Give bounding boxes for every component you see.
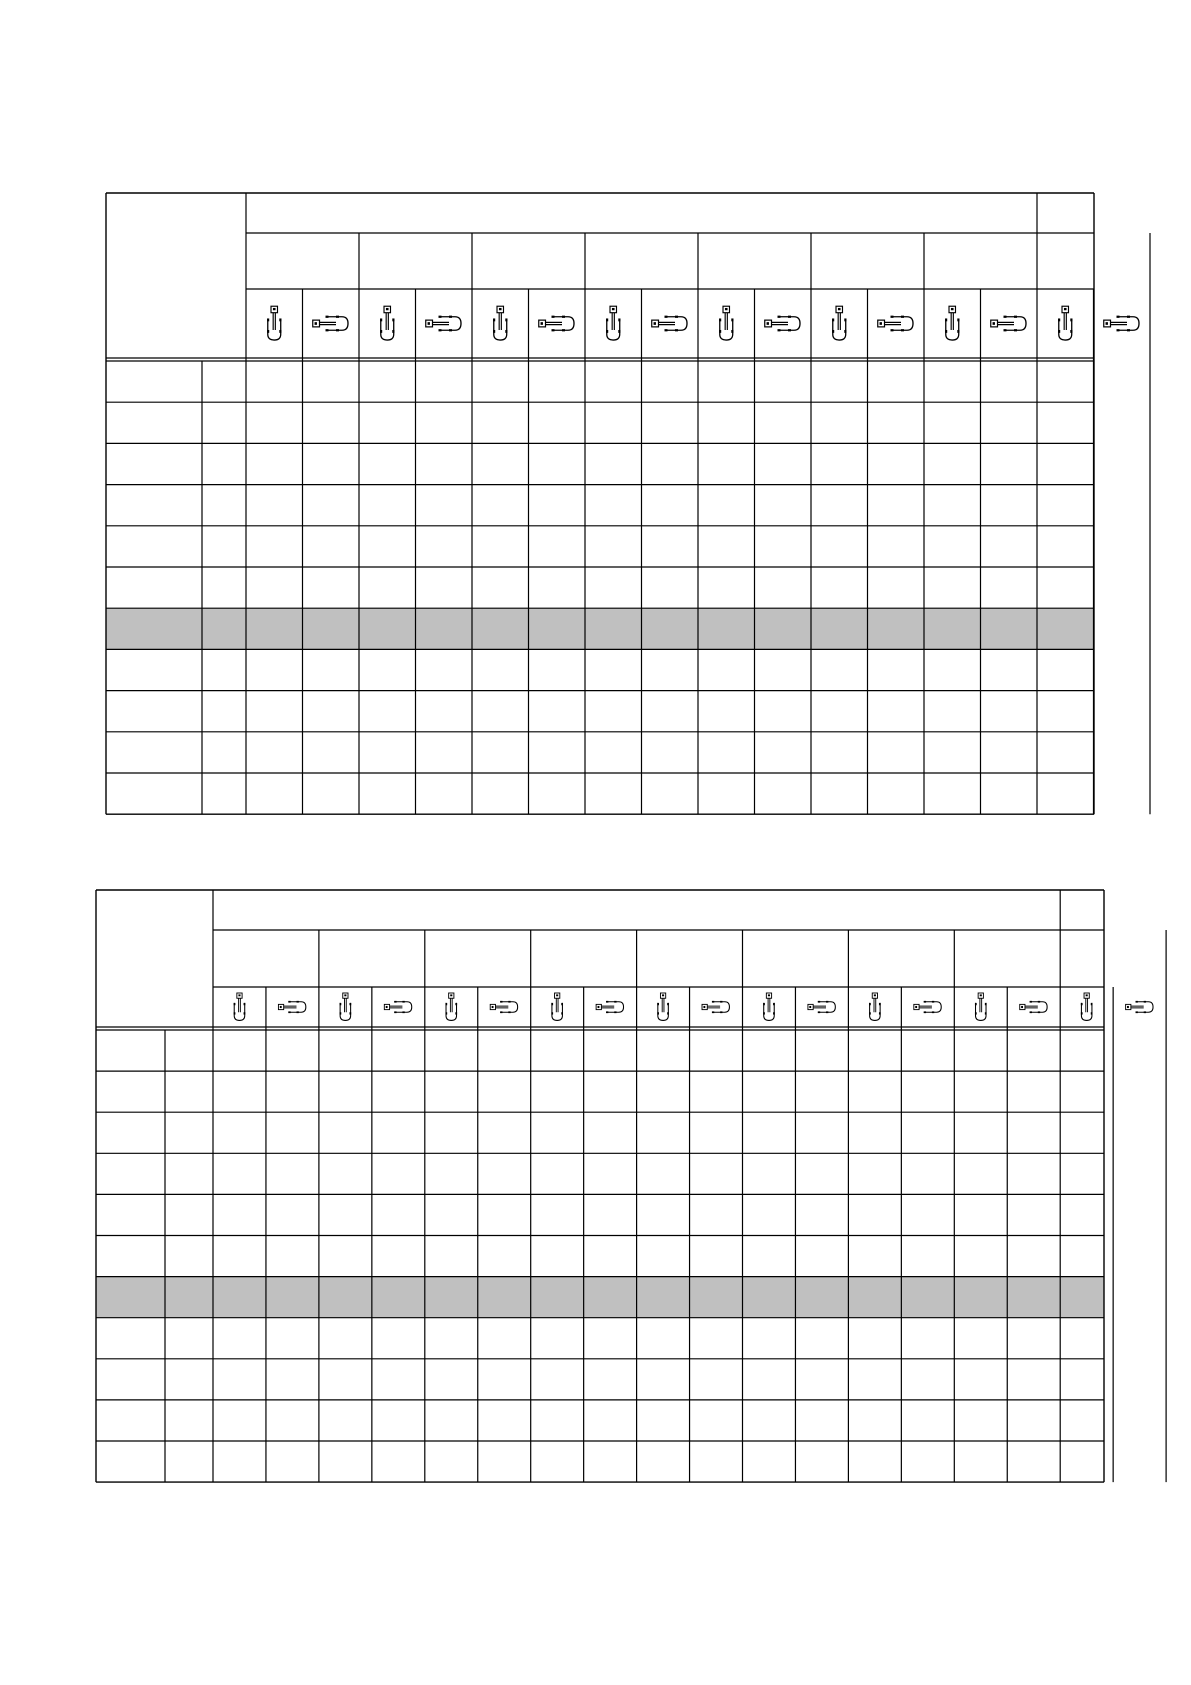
excavator-side-view-icon	[702, 1001, 729, 1013]
excavator-front-view-icon	[763, 993, 775, 1020]
excavator-front-view-icon	[493, 306, 507, 340]
excavator-front-view-icon	[1058, 306, 1072, 340]
excavator-front-view-icon	[832, 306, 846, 340]
excavator-side-view-icon	[652, 316, 687, 332]
excavator-front-view-icon	[975, 993, 987, 1020]
lower-shaded-row	[96, 1277, 1104, 1318]
excavator-side-view-icon	[426, 316, 461, 332]
excavator-front-view-icon	[445, 993, 457, 1020]
excavator-side-view-icon	[490, 1001, 517, 1013]
excavator-side-view-icon	[1104, 316, 1139, 332]
excavator-side-view-icon	[914, 1001, 941, 1013]
excavator-side-view-icon	[313, 316, 348, 332]
excavator-side-view-icon	[878, 316, 913, 332]
excavator-side-view-icon	[765, 316, 800, 332]
excavator-front-view-icon	[1081, 993, 1093, 1020]
excavator-side-view-icon	[808, 1001, 835, 1013]
excavator-front-view-icon	[340, 993, 352, 1020]
excavator-side-view-icon	[1126, 1001, 1153, 1013]
excavator-front-view-icon	[606, 306, 620, 340]
excavator-side-view-icon	[1020, 1001, 1047, 1013]
excavator-side-view-icon	[991, 316, 1026, 332]
excavator-side-view-icon	[539, 316, 574, 332]
excavator-front-view-icon	[945, 306, 959, 340]
excavator-side-view-icon	[384, 1001, 411, 1013]
excavator-side-view-icon	[596, 1001, 623, 1013]
excavator-front-view-icon	[719, 306, 733, 340]
excavator-front-view-icon	[869, 993, 881, 1020]
excavator-front-view-icon	[267, 306, 281, 340]
excavator-front-view-icon	[551, 993, 563, 1020]
excavator-side-view-icon	[278, 1001, 305, 1013]
excavator-front-view-icon	[234, 993, 246, 1020]
upper-shaded-row	[106, 608, 1094, 649]
excavator-front-view-icon	[657, 993, 669, 1020]
excavator-front-view-icon	[380, 306, 394, 340]
